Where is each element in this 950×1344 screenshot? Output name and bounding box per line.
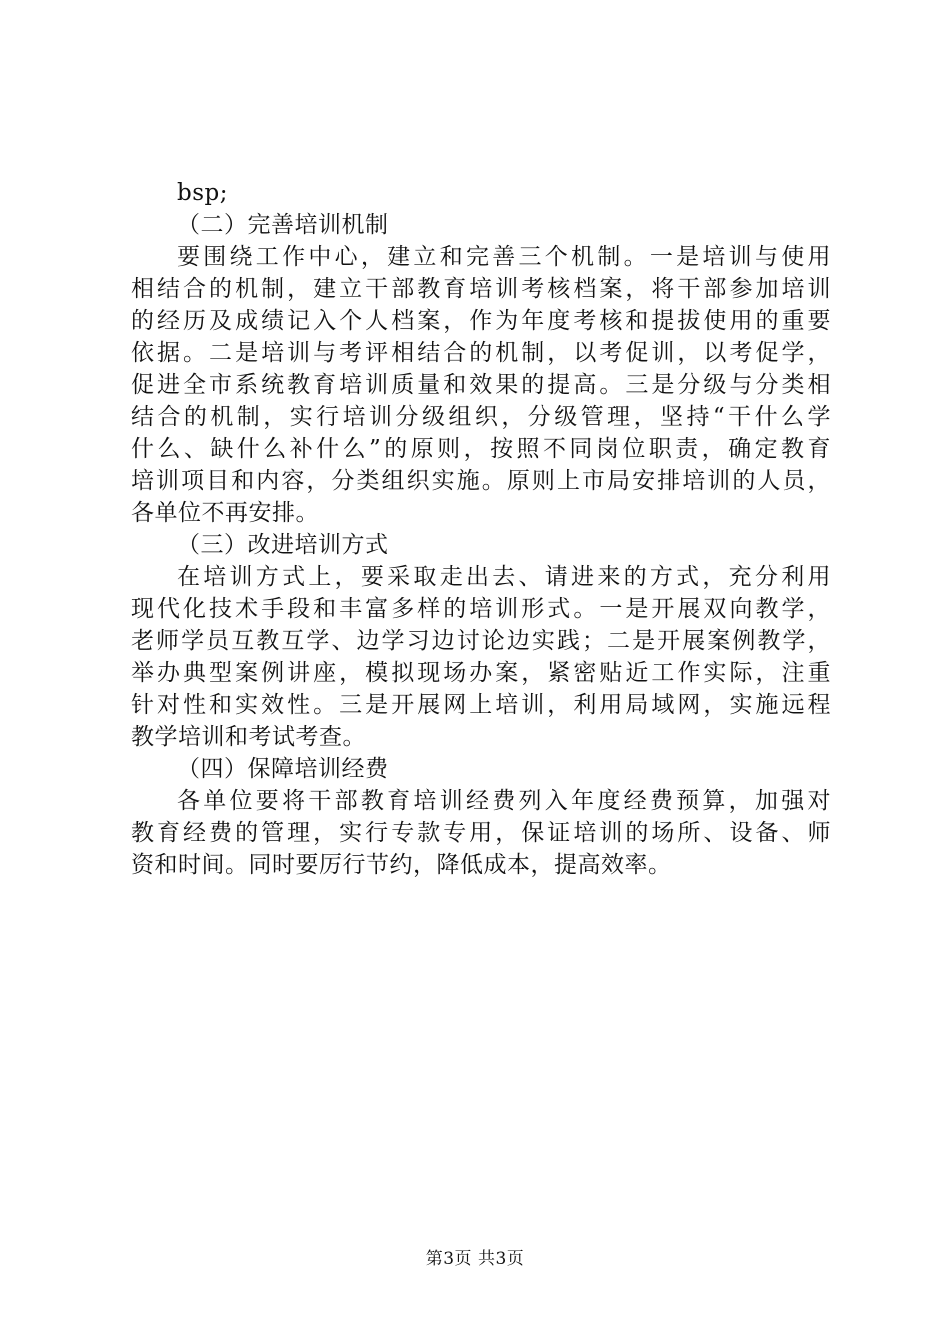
text-line: bsp; (177, 180, 228, 206)
text-line: 教学培训和考试考查。 (131, 724, 366, 750)
text-line: 在培训方式上，要采取走出去、请进来的方式，充分利用 (177, 564, 831, 590)
text-line: 结合的机制，实行培训分级组织，分级管理，坚持“干什么学 (131, 404, 831, 430)
text-line: 各单位要将干部教育培训经费列入年度经费预算，加强对 (177, 788, 831, 814)
text-line: （三）改进培训方式 (177, 532, 389, 558)
text-line: 举办典型案例讲座，模拟现场办案，紧密贴近工作实际，注重 (131, 660, 831, 686)
text-line: （四）保障培训经费 (177, 756, 389, 782)
text-line: 的经历及成绩记入个人档案，作为年度考核和提拔使用的重要 (131, 308, 831, 334)
text-line: 什么、缺什么补什么”的原则，按照不同岗位职责，确定教育 (131, 436, 831, 462)
text-line: 教育经费的管理，实行专款专用，保证培训的场所、设备、师 (131, 820, 831, 846)
text-line: 要围绕工作中心，建立和完善三个机制。一是培训与使用 (177, 244, 831, 270)
text-line: 促进全市系统教育培训质量和效果的提高。三是分级与分类相 (131, 372, 831, 398)
text-line: 老师学员互教互学、边学习边讨论边实践；二是开展案例教学， (131, 628, 831, 654)
text-line: 现代化技术手段和丰富多样的培训形式。一是开展双向教学， (131, 596, 831, 622)
text-line: 针对性和实效性。三是开展网上培训，利用局域网，实施远程 (131, 692, 831, 718)
text-line: 依据。二是培训与考评相结合的机制，以考促训，以考促学， (131, 340, 831, 366)
document-body (131, 177, 831, 881)
text-line: 相结合的机制，建立干部教育培训考核档案，将干部参加培训 (131, 276, 831, 302)
text-line: （二）完善培训机制 (177, 212, 389, 238)
text-line: 培训项目和内容，分类组织实施。原则上市局安排培训的人员， (131, 468, 831, 494)
page-footer: 第3页 共3页 (425, 1249, 525, 1269)
text-line: 资和时间。同时要厉行节约，降低成本，提高效率。 (131, 852, 672, 878)
text-line: 各单位不再安排。 (131, 500, 319, 526)
